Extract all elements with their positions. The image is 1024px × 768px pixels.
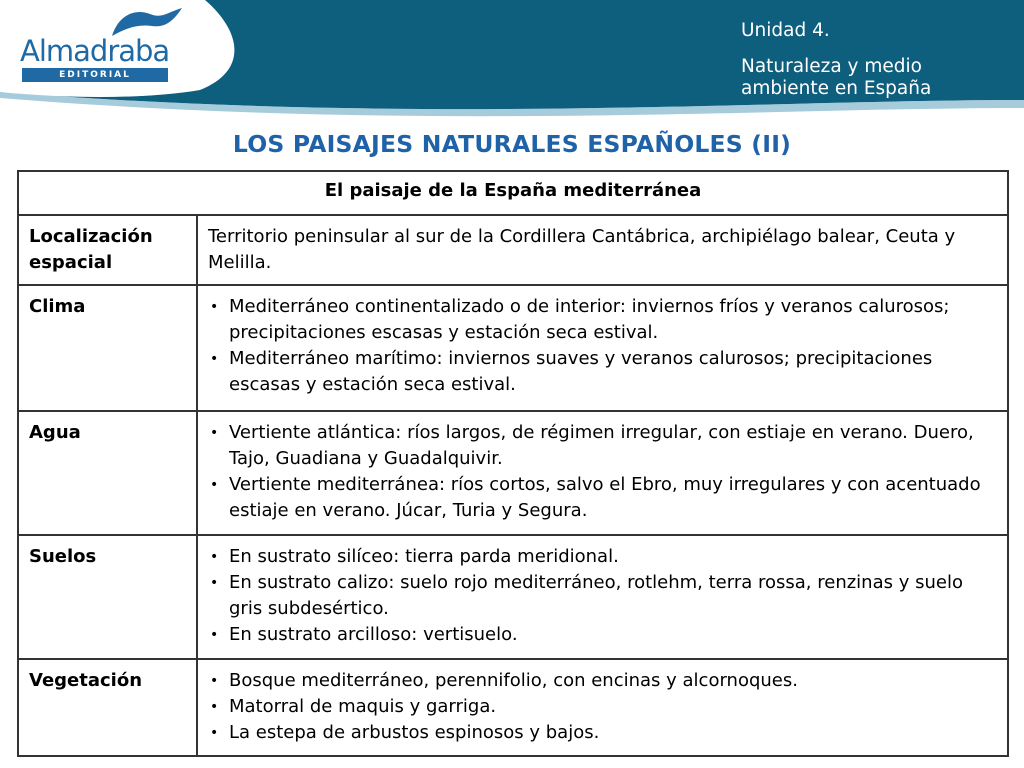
unit-subtitle: Naturaleza y medio ambiente en España — [741, 56, 932, 99]
row-body-vegetacion — [197, 659, 1008, 756]
row-body-suelos — [197, 535, 1008, 659]
vegetacion-list — [208, 668, 997, 746]
list-item: • Mediterráneo continentalizado o de interior: inviernos fríos y veranos calurosos; precipitaciones escasas y estación seca estival. — [208, 294, 997, 346]
table-row — [18, 215, 1008, 285]
row-body-localizacion: Territorio peninsular al sur de la Cordillera Cantábrica, archipiélago balear, Ceuta y Melilla. — [197, 215, 1008, 285]
list-item: • En sustrato arcilloso: vertisuelo. — [208, 622, 997, 648]
row-label-localizacion: Localización espacial — [18, 215, 197, 285]
list-item: • Mediterráneo marítimo: inviernos suaves y veranos calurosos; precipitaciones escasas y estación seca estival. — [208, 346, 997, 398]
table-row — [18, 535, 1008, 659]
clima-list — [208, 294, 997, 398]
slide-title: LOS PAISAJES NATURALES ESPAÑOLES (II) — [232, 130, 792, 158]
list-item: • En sustrato silíceo: tierra parda meridional. — [208, 544, 997, 570]
list-item: • Vertiente atlántica: ríos largos, de régimen irregular, con estiaje en verano. Duero, Tajo, Guadiana y Guadalquivir. — [208, 420, 997, 472]
suelos-list — [208, 544, 997, 648]
unit-info — [741, 20, 1011, 100]
row-label-vegetacion: Vegetación — [18, 659, 197, 756]
table-row — [18, 411, 1008, 535]
unit-label: Unidad 4. — [741, 20, 830, 41]
list-item: • Matorral de maquis y garriga. — [208, 694, 997, 720]
list-item: • Vertiente mediterránea: ríos cortos, salvo el Ebro, muy irregulares y con acentuado estiaje en verano. Júcar, Turia y Segura. — [208, 472, 997, 524]
list-item: • Bosque mediterráneo, perennifolio, con encinas y alcornoques. — [208, 668, 997, 694]
mediterranean-landscape-table — [17, 170, 1009, 757]
logo-wordmark: Almadraba — [20, 34, 170, 68]
row-label-suelos: Suelos — [18, 535, 197, 659]
table-heading: El paisaje de la España mediterránea — [18, 171, 1008, 215]
logo-editorial-bar: EDITORIAL — [22, 68, 168, 82]
table-row — [18, 659, 1008, 756]
row-label-clima: Clima — [18, 285, 197, 411]
row-body-agua — [197, 411, 1008, 535]
list-item: • La estepa de arbustos espinosos y bajos. — [208, 720, 997, 746]
almadraba-logo — [18, 6, 170, 78]
header-band — [0, 0, 1024, 125]
list-item: • En sustrato calizo: suelo rojo mediterráneo, rotlehm, terra rossa, renzinas y suelo gris subdesértico. — [208, 570, 997, 622]
agua-list — [208, 420, 997, 524]
row-body-clima — [197, 285, 1008, 411]
table-row — [18, 285, 1008, 411]
row-label-agua: Agua — [18, 411, 197, 535]
